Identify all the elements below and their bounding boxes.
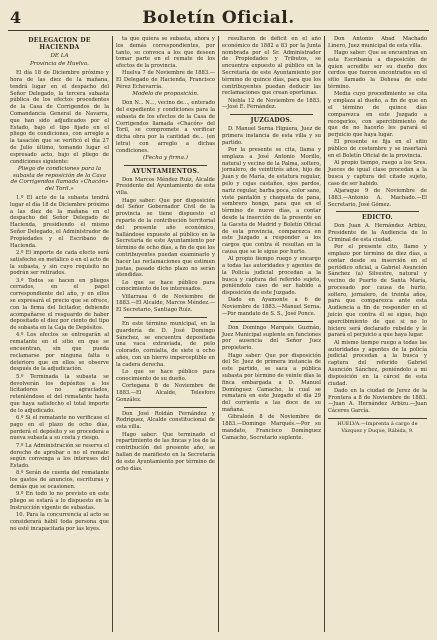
paragraph: 3.º Todos se hacen en pliegos cerrados, en el papel correspondiente del año, y en ellos se expresará el precio que se ofrece, con la firma del licitador, debiendo acompañarse el resguardo de haber depositado el diez por ciento del tipo de subasta en la Caja de Depósitos.	[10, 277, 109, 332]
separator	[124, 407, 207, 408]
signature-line: (Fecha y firma.)	[143, 155, 188, 162]
paragraph: Hago saber: Que por disposición del Señor Gobernador Civil de la provincia se tiene dispuesto el reparto de la contribución territorial del presente año económico, hallándose expuesto al público en la Secretaría de este Ayuntamiento por término de ocho días, a fin de que los contribuyentes puedan examinarlo y hacer las reclamaciones que estimen justas, pasado dicho plazo no serán atendidas.	[115, 197, 215, 279]
paragraph: Huelva 7 de Noviembre de 1883.—El Delegado de Hacienda, Francisco Pérez Echevarría.	[115, 70, 215, 91]
column-3	[220, 36, 323, 632]
page-title: Boletín Oficial.	[142, 8, 295, 28]
paragraph: Por la presente se cita, llama y emplaza a José Antonio Morillo, natural y vecino de la Palma, soltero, jornalero, de veintitrés años, hijo de Juan y de María, de estatura regular, pelo y cejas castaños, ojos pardos, nariz regular, barba poca, color sano, viste pantalón y chaqueta de pana, sombrero hongo, para que en el término de nueve días, a contar desde la inserción de la presente en la Gaceta de Madrid y Boletín Oficial de esta provincia, comparezca en este Juzgado a responder a los cargos que contra él resultan en la causa que se le sigue por hurto.	[221, 146, 321, 255]
separator	[124, 317, 207, 318]
column-divider	[218, 36, 219, 632]
paragraph: 4.º Los efectos se entregarán al rematante en el sitio en que se encuentran, sin que pueda reclamarse por ninguna falta o deterioro que en ellos se observe después de la adjudicación.	[10, 332, 109, 373]
subheading: Modelo de proposición.	[132, 91, 199, 98]
paragraph: El día 18 de Diciembre próximo y hora de las diez de la mañana, tendrá lugar en el despacho del Señor Delegado, la tercera subasta pública de los efectos procedentes de la Casa de Corrigendos de la Comandancia General de Navarra, que han sido adjudicados por el Estado, bajo el tipo fijado en el pliego de condiciones, con arreglo a la tasación que se verificó el día 27 de Julio último, tomando lugar el espresado acto, bajo el pliego de condiciones siguiente:	[10, 70, 109, 165]
paragraph: Dado en la ciudad de Jerez de la Frontera a 8 de Noviembre de 1883.—Juan A. Hernández Arbizu.—Juan Cáceres García.	[327, 387, 427, 415]
paragraph: Dado en Ayamonte a 6 de Noviembre de 1883.—Manuel Serna.—Por mandato de S. S., José Ponce.	[221, 297, 321, 318]
paragraph: Cortegana 8 de Noviembre de 1883.—El Alcalde, Telesforo González.	[115, 383, 215, 403]
separator	[124, 165, 207, 166]
paragraph: Don Marcos Méndez Ruiz, Alcalde Presidente del Ayuntamiento de esta villa.	[115, 176, 215, 197]
section-heading: AYUNTAMIENTOS.	[131, 167, 200, 175]
paragraph: Aljaraque 9 de Noviembre de 1883.—Antonio A. Machado.—El Secretario, José Gómez.	[327, 188, 427, 208]
paragraph: Media cuyo procedimiento se cita y emplaza al dueño, a fin de que en el término de quince días comparezca en este Juzgado a recogerlos, con apercibimiento de que de no hacerlo les parará el perjuicio que haya lugar.	[327, 91, 427, 139]
column-2	[114, 36, 217, 632]
paragraph: Lo que se hace público para conocimiento de su dueño.	[115, 369, 215, 382]
paragraph: 1.º El acto de la subasta tendrá lugar el día 18 de Diciembre próximo a las diez de la mañana en el despacho del Señor Delegado de Hacienda, presidiendo el mismo Señor Delegado, el Administrador de Propiedades y el Escribano de Hacienda.	[10, 195, 109, 249]
paragraph: Don Domingo Marqués Guzmán, Juez Municipal suplente en funciones por ausencia del Señor Juez propietario.	[221, 324, 321, 352]
paragraph: Hago saber: Que se encuentran en esta Escribanía a disposición de quien acredite ser su dueño dos cerdos que fueron encontrados en el sitio llamado la Dehesa de este término.	[327, 50, 427, 91]
paragraph: 7.º La Administración se reserva el derecho de aprobar o no el remate según convenga a los intereses del Estado.	[10, 442, 109, 470]
paragraph: Don Juan A. Hernández Arbizu, Presidente de la Audiencia de lo Criminal de esta ciudad.	[327, 223, 427, 243]
paragraph: En este término municipal, en la guardería de D. José Domingo Sánchez, se encuentra depositada una vaca extraviada, de pelo colorado, cornialta, de siete u ocho años, con un hierro imperceptible en la cadera derecha.	[115, 321, 215, 368]
paragraph: Hago saber: Que por disposición del Sr. Juez de primera instancia de este partido, se saca a pública subasta por término de veinte días la finca embargada a D. Manuel Domínguez Camacho, la cual se rematará en este Juzgado el día 29 del corriente a las doce de su mañana.	[221, 352, 321, 413]
section-subheading: DE LA	[50, 52, 69, 59]
paragraph: Don José Roldán Fernández y Rodríguez, Alcalde constitucional de esta villa.	[115, 410, 215, 431]
separator	[230, 321, 313, 322]
paragraph: 5.º Terminada la subasta se devolverán los depósitos a los licitadores no agraciados, reteniéndose el del rematante hasta que haya satisfecho el total importe de lo adjudicado.	[10, 373, 109, 414]
column-4	[326, 36, 429, 632]
paragraph: D. Manuel Serna Higuera, Juez de primera instancia de esta villa y su partido.	[221, 126, 321, 146]
paragraph: Al mismo tiempo ruego a todas las autoridades y agentes de la policía judicial procedan a la busca y captura del referido Gabriel Asunción Sánchez, poniéndolo a mi disposición en la cárcel de esta ciudad.	[327, 339, 427, 387]
imprint-footer: HUELVA.—Imprenta á cargo de Vázquez y Duque, Rábida, 9.	[328, 418, 427, 435]
columns	[8, 36, 429, 632]
section-heading: EDICTO.	[362, 214, 393, 222]
paragraph: Lo que se hace público para conocimiento de los interesados.	[115, 279, 215, 293]
paragraph: Niebla 12 de Noviembre de 1883.—José E. Fernández.	[221, 97, 321, 111]
subheading: Pliego de condiciones para la subasta de reposición de la Casa de Corrigendos llamada «Chacón» del Toril.»	[10, 165, 109, 193]
paragraph: Don N... N..., vecino de..., enterado del expediente y condiciones para la subasta de los efectos de la Casa de Corrigendos llamada «Chacón» del Toril, se compromete a verificar dicha obra por la cantidad de... (en letra) con arreglo a dichas condiciones.	[115, 100, 215, 154]
paragraph: 8.º Serán de cuenta del rematante los gastos de anuncios, escrituras y demás que se ocasionen.	[10, 470, 109, 490]
paragraph: 9.º En todo lo no previsto en este pliego se estará a lo dispuesto en la Instrucción vigente de subastas.	[10, 491, 109, 511]
column-divider	[112, 36, 113, 632]
paragraph: Gibraleón 8 de Noviembre de 1883.—Domingo Marqués.—Por su mandato, Francisco Domínguez Camacho, Secretario suplente.	[221, 414, 321, 441]
paragraph: Don Antonio Abad Machado Linero, Juez municipal de esta villa.	[327, 36, 427, 49]
paragraph: El presente se fija en el sitio público de costumbre y se insertará en el Boletín Oficial de la provincia.	[327, 139, 427, 160]
section-heading: DELEGACION DE HACIENDA	[28, 37, 91, 51]
paragraph: Al propio tiempo ruego y encargo a todas las autoridades y agentes de la Policía judicial procedan a la busca y captura del referido sujeto, poniéndolo caso de ser habido a disposición de este Juzgado.	[221, 256, 321, 297]
page-header	[8, 6, 429, 31]
paragraph: 6.º Si el rematante no verificase el pago en el plazo de ocho días, perderá el depósito y se procederá a nueva subasta a su costa y riesgo.	[10, 415, 109, 442]
paragraph: 2.º El importe de cada efecto será satisfecho en metálico o en el acto de la subasta, y sin cuyo requisito no podrán ser retirados.	[10, 249, 109, 277]
column-1	[8, 36, 111, 632]
separator	[230, 114, 313, 115]
separator	[336, 211, 419, 212]
paragraph: ta que quiera se subasta, ahora y los demás correspondientes, por tanto, se convoca a los que deseen tomar parte en el remate de los efectos de la provincia.	[115, 36, 215, 70]
page-number: 4	[10, 8, 22, 27]
paragraph: Villarrasa 6 de Noviembre de 1883.—El Alcalde, Marcos Méndez.—El Secretario, Santiago Ruiz.	[115, 293, 215, 314]
paragraph: Al propio tiempo, ruego a los Sres. Jueces de igual clase procedan a la busca y captura del citado sujeto, caso de ser habido.	[327, 160, 427, 187]
paragraph: Por el presente cito, llamo y emplazo por término de diez días, a contar desde su inserción en el periódico oficial, a Gabriel Asunción Sánchez (a) Silvestre, natural y vecino de Puerto de Santa María, procesado por causa de hurto, soltero, jornalero, de treinta años, para que comparezca ante esta Audiencia a fin de responder en el juicio que contra él se sigue, bajo apercibimiento de que si no lo hiciere será declarado rebelde y le parará el perjuicio a que haya lugar.	[327, 244, 427, 339]
section-subheading: Provincia de Huelva.	[30, 61, 89, 68]
section-heading: JUZGADOS.	[250, 117, 293, 125]
paragraph: resultaron de déficit en el año económico de 1882 a 83 por la Junta nombrada por el Sr. Administrador de Propiedades y Tributos, se encuentra expuesto al público en la Secretaría de este Ayuntamiento por término de quince días, para que los contribuyentes puedan deducir las reclamaciones que crean oportunas.	[221, 36, 321, 97]
column-divider	[324, 36, 325, 632]
paragraph: 10. Para la concurrencia al acto se considerará hábil toda persona que no esté incapacitada por las leyes.	[10, 512, 109, 532]
paragraph: Hago saber: Que terminado el repartimiento de las fincas y los de la contribución del presente año, se hallan de manifiesto en la Secretaría de este Ayuntamiento por término de ocho días.	[115, 431, 215, 472]
